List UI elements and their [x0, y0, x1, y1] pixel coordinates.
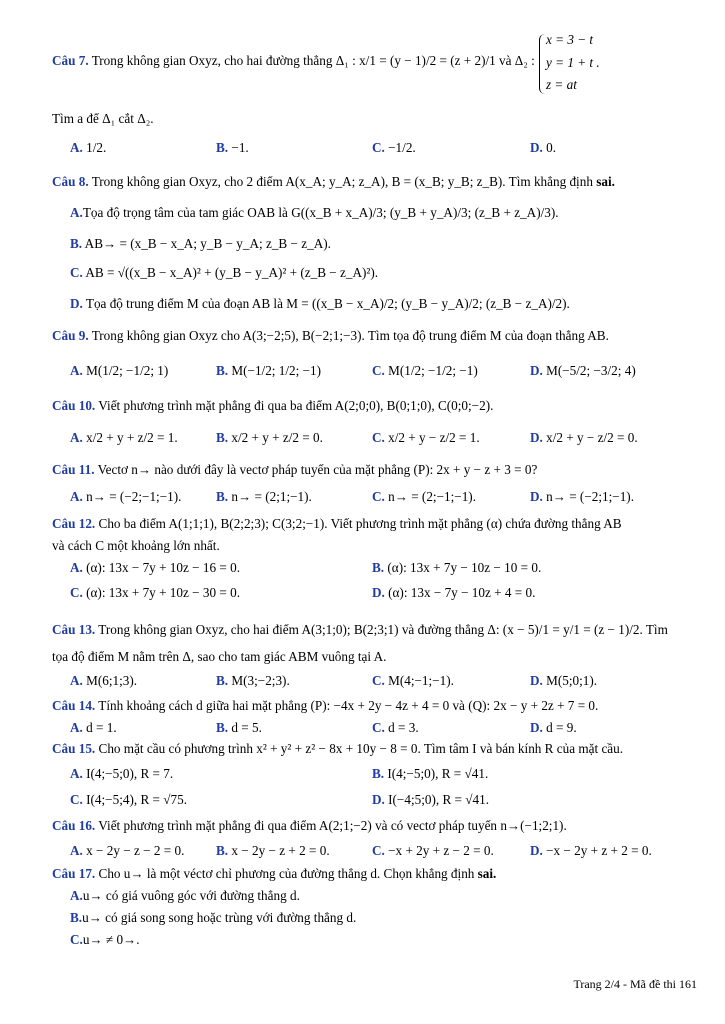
option-c[interactable]: C. M(4;−1;−1). [372, 673, 454, 688]
option-d[interactable]: D. d = 9. [530, 720, 577, 735]
question-16: Câu 16. Viết phương trình mặt phẳng đi qua điểm A(2;1;−2) và có vectơ pháp tuyến n→(−1;2;1). [52, 818, 567, 833]
option-d[interactable]: D. n→ = (−2;1;−1). [530, 489, 635, 504]
system-line-3: z = at [546, 77, 577, 92]
option-d[interactable]: D. I(−4;5;0), R = √41. [372, 792, 489, 807]
system-line-1: x = 3 − t [546, 32, 594, 47]
page-footer: Trang 2/4 - Mã đề thi 161 [573, 977, 697, 991]
question-label: Câu 7. [52, 53, 89, 68]
question-14: Câu 14. Tính khoảng cách d giữa hai mặt phẳng (P): −4x + 2y − 4z + 4 = 0 và (Q): 2x − y + 2z + 7 = 0. [52, 698, 599, 713]
question-12-cont: và cách C một khoảng lớn nhất. [52, 538, 220, 553]
option-c[interactable]: C. M(1/2; −1/2; −1) [372, 363, 478, 378]
option-a[interactable]: A. M(1/2; −1/2; 1) [70, 363, 169, 378]
option-a[interactable]: A. M(6;1;3). [70, 673, 138, 688]
option-c[interactable]: C. AB = √((x_B − x_A)² + (y_B − y_A)² + (z_B − z_A)²). [70, 265, 379, 280]
option-c[interactable]: C. −1/2. [372, 140, 416, 155]
option-b[interactable]: B. d = 5. [216, 720, 262, 735]
option-a[interactable]: A. I(4;−5;0), R = 7. [70, 766, 174, 781]
option-c[interactable]: C. (α): 13x + 7y + 10z − 30 = 0. [70, 585, 240, 600]
question-17: Câu 17. Cho u→ là một véctơ chỉ phương của đường thẳng d. Chọn khẳng định sai. [52, 866, 497, 881]
question-15: Câu 15. Cho mặt cầu có phương trình x² + y² + z² − 8x + 10y − 8 = 0. Tìm tâm I và bán kính R của mặt cầu. [52, 741, 624, 756]
question-text: Trong không gian Oxyz, cho hai đường thẳng Δ₁ : x/1 = (y − 1)/2 = (z + 2)/1 và Δ₂ : [91, 53, 535, 68]
option-b[interactable]: B. AB→ = (x_B − x_A; y_B − y_A; z_B − z_A). [70, 236, 331, 251]
question-9: Câu 9. Trong không gian Oxyz cho A(3;−2;5), B(−2;1;−3). Tìm tọa độ trung điểm M của đoạn thẳng AB. [52, 328, 609, 343]
option-d[interactable]: D. 0. [530, 140, 557, 155]
option-b[interactable]: B. I(4;−5;0), R = √41. [372, 766, 489, 781]
option-a[interactable]: A. (α): 13x − 7y + 10z − 16 = 0. [70, 560, 240, 575]
question-11: Câu 11. Vectơ n→ nào dưới đây là vectơ pháp tuyến của mặt phẳng (P): 2x + y − z + 3 = 0? [52, 462, 538, 477]
question-10: Câu 10. Viết phương trình mặt phẳng đi qua ba điểm A(2;0;0), B(0;1;0), C(0;0;−2). [52, 398, 494, 413]
question-7-ask: Tìm a để Δ₁ cắt Δ₂. [52, 111, 154, 126]
option-a[interactable]: A.Tọa độ trọng tâm của tam giác OAB là G((x_B + x_A)/3; (y_B + y_A)/3; (z_B + z_A)/3). [70, 205, 559, 220]
question-8: Câu 8. Trong không gian Oxyz, cho 2 điểm A(x_A; y_A; z_A), B = (x_B; y_B; z_B). Tìm khẳng định sai. [52, 174, 615, 189]
option-c[interactable]: C. d = 3. [372, 720, 419, 735]
question-13: Câu 13. Trong không gian Oxyz, cho hai điểm A(3;1;0); B(2;3;1) và đường thẳng Δ: (x − 5)/1 = y/1 = (z − 1)/2. Tìm [52, 622, 668, 637]
option-c[interactable]: C. −x + 2y + z − 2 = 0. [372, 843, 494, 858]
system-line-2: y = 1 + t . [546, 55, 600, 70]
option-a[interactable]: A. n→ = (−2;−1;−1). [70, 489, 182, 504]
question-7 [52, 53, 535, 69]
option-c[interactable]: C. x/2 + y − z/2 = 1. [372, 430, 480, 445]
option-a[interactable]: A. 1/2. [70, 140, 107, 155]
option-a[interactable]: A.u→ có giá vuông góc với đường thẳng d. [70, 888, 300, 903]
option-a[interactable]: A. x/2 + y + z/2 = 1. [70, 430, 178, 445]
question-13-cont: tọa độ điểm M nằm trên Δ, sao cho tam giác ABM vuông tại A. [52, 649, 387, 664]
option-a[interactable]: A. x − 2y − z − 2 = 0. [70, 843, 185, 858]
option-c[interactable]: C.u→ ≠ 0→. [70, 932, 140, 947]
option-b[interactable]: B. x/2 + y + z/2 = 0. [216, 430, 323, 445]
option-b[interactable]: B. M(3;−2;3). [216, 673, 290, 688]
option-b[interactable]: B. x − 2y − z + 2 = 0. [216, 843, 330, 858]
option-d[interactable]: D. Tọa độ trung điểm M của đoạn AB là M = ((x_B − x_A)/2; (y_B − y_A)/2; (z_B − z_A)/2). [70, 296, 570, 311]
option-b[interactable]: B. M(−1/2; 1/2; −1) [216, 363, 321, 378]
option-d[interactable]: D. x/2 + y − z/2 = 0. [530, 430, 638, 445]
option-c[interactable]: C. I(4;−5;4), R = √75. [70, 792, 187, 807]
question-12: Câu 12. Cho ba điểm A(1;1;1), B(2;2;3); C(3;2;−1). Viết phương trình mặt phẳng (α) chứa đường thẳng AB [52, 516, 622, 531]
option-d[interactable]: D. M(−5/2; −3/2; 4) [530, 363, 636, 378]
option-d[interactable]: D. (α): 13x − 7y − 10z + 4 = 0. [372, 585, 536, 600]
option-d[interactable]: D. −x − 2y + z + 2 = 0. [530, 843, 652, 858]
option-b[interactable]: B. n→ = (2;1;−1). [216, 489, 312, 504]
option-b[interactable]: B. (α): 13x + 7y − 10z − 10 = 0. [372, 560, 542, 575]
option-c[interactable]: C. n→ = (2;−1;−1). [372, 489, 477, 504]
option-d[interactable]: D. M(5;0;1). [530, 673, 598, 688]
option-b[interactable]: B. −1. [216, 140, 249, 155]
system-brace [539, 34, 546, 94]
option-a[interactable]: A. d = 1. [70, 720, 117, 735]
option-b[interactable]: B.u→ có giá song song hoặc trùng với đường thẳng d. [70, 910, 357, 925]
